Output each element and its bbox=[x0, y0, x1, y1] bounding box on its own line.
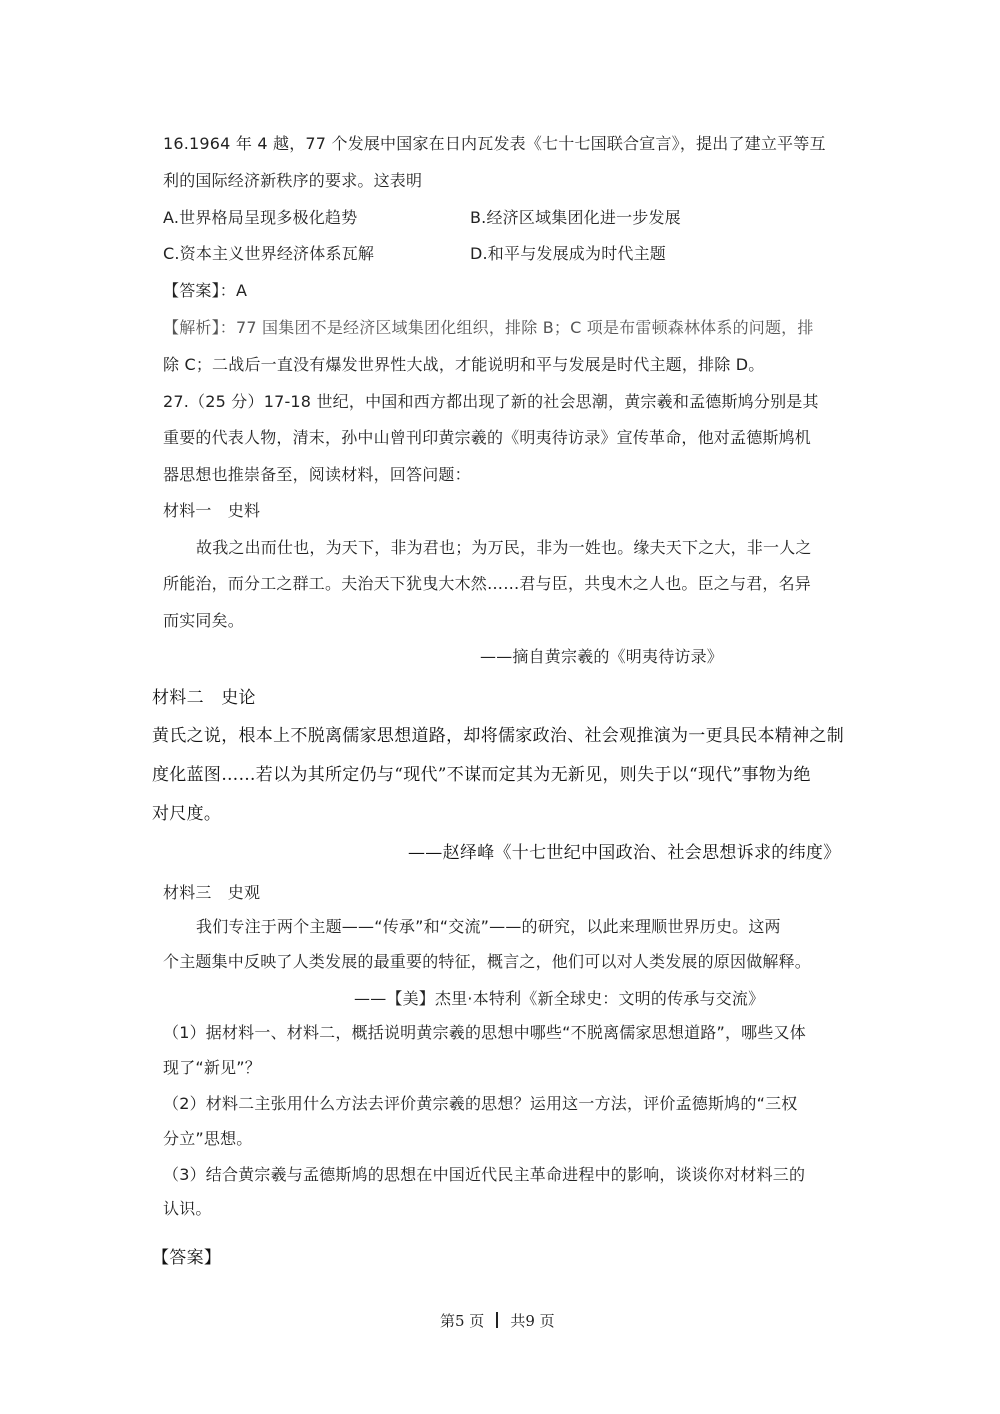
q16-answer: 【答案】：A bbox=[163, 281, 248, 300]
material2-source: ——赵绎峰《十七世纪中国政治、社会思想诉求的纬度》 bbox=[408, 843, 841, 863]
sub-question-2-line2: 分立”思想。 bbox=[163, 1129, 253, 1148]
material2-line2: 度化蓝图……若以为其所定仍与“现代”不谋而定其为无新见，则失于以“现代”事物为绝 bbox=[152, 765, 811, 785]
material3-line2: 个主题集中反映了人类发展的最重要的特征，概言之，他们可以对人类发展的原因做解释。 bbox=[163, 952, 812, 971]
q27-intro-line2: 重要的代表人物，清末，孙中山曾刊印黄宗羲的《明夷待访录》宣传革命，他对孟德斯鸠机 bbox=[163, 428, 812, 447]
q27-intro-line1: 27.（25 分）17-18 世纪，中国和西方都出现了新的社会思潮，黄宗羲和孟德斯鸠分别是其 bbox=[163, 392, 819, 411]
material3-title: 材料三 史观 bbox=[163, 883, 261, 902]
material2-line3: 对尺度。 bbox=[152, 804, 222, 824]
page-number: 第5 页 bbox=[440, 1312, 485, 1330]
material3-source: ——【美】杰里·本特利《新全球史：文明的传承与交流》 bbox=[354, 989, 765, 1008]
q16-option-d: D.和平与发展成为时代主题 bbox=[470, 244, 667, 263]
sub-question-3-line1: （3）结合黄宗羲与孟德斯鸠的思想在中国近代民主革命进程中的影响，谈谈你对材料三的 bbox=[163, 1165, 806, 1184]
material1-line2: 所能治，而分工之群工。夫治天下犹曳大木然……君与臣，共曳木之人也。臣之与君，名异 bbox=[163, 574, 812, 593]
material2-line1: 黄氏之说，根本上不脱离儒家思想道路，却将儒家政治、社会观推演为一更具民本精神之制 bbox=[152, 726, 844, 746]
material1-line3: 而实同矣。 bbox=[163, 611, 245, 630]
sub-question-1-line2: 现了“新见”？ bbox=[163, 1058, 261, 1077]
sub-question-3-line2: 认识。 bbox=[163, 1199, 212, 1218]
page-footer bbox=[440, 1310, 555, 1331]
material1-source: ——摘自黄宗羲的《明夷待访录》 bbox=[480, 647, 724, 666]
page-total: 共9 页 bbox=[510, 1312, 555, 1330]
material1-title: 材料一 史料 bbox=[163, 501, 261, 520]
q27-intro-line3: 器思想也推崇备至，阅读材料，回答问题： bbox=[163, 465, 471, 484]
q16-analysis-line1: 【解析】：77 国集团不是经济区域集团化组织，排除 B；C 项是布雷顿森林体系的问题，排 bbox=[163, 318, 814, 337]
material1-line1: 故我之出而仕也，为天下，非为君也；为万民，非为一姓也。缘夫天下之大，非一人之 bbox=[196, 538, 812, 557]
material2-title: 材料二 史论 bbox=[152, 688, 256, 708]
footer-divider bbox=[496, 1312, 498, 1328]
q16-option-c: C.资本主义世界经济体系瓦解 bbox=[163, 244, 375, 263]
sub-question-1-line1: （1）据材料一、材料二，概括说明黄宗羲的思想中哪些“不脱离儒家思想道路”，哪些又体 bbox=[163, 1023, 806, 1042]
q16-stem-line1: 16.1964 年 4 越，77 个发展中国家在日内瓦发表《七十七国联合宣言》，提出了建立平等互 bbox=[163, 134, 826, 153]
q16-option-b: B.经济区域集团化进一步发展 bbox=[470, 208, 681, 227]
q16-stem-line2: 利的国际经济新秩序的要求。这表明 bbox=[163, 171, 423, 190]
q16-option-a: A.世界格局呈现多极化趋势 bbox=[163, 208, 358, 227]
q16-analysis-line2: 除 C；二战后一直没有爆发世界性大战，才能说明和平与发展是时代主题，排除 D。 bbox=[163, 355, 765, 374]
material3-line1: 我们专注于两个主题——“传承”和“交流”——的研究，以此来理顺世界历史。这两 bbox=[196, 917, 781, 936]
answer-label: 【答案】 bbox=[152, 1248, 222, 1268]
sub-question-2-line1: （2）材料二主张用什么方法去评价黄宗羲的思想？运用这一方法，评价孟德斯鸠的“三权 bbox=[163, 1094, 798, 1113]
